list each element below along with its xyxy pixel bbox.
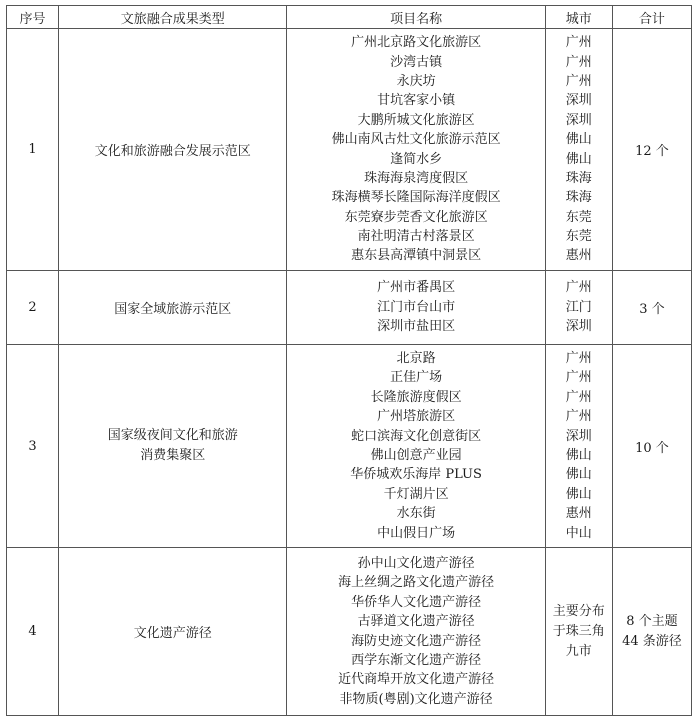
project-name: 江门市台山市 [377, 299, 456, 315]
row-seq: 2 [7, 271, 59, 345]
city-name: 广州 [565, 389, 592, 405]
header-seq: 序号 [7, 6, 59, 29]
project-name: 南社明清古村落景区 [357, 229, 475, 245]
total-line: 8 个主题 [626, 613, 678, 629]
row-cities [545, 548, 612, 716]
project-name: 千灯湖片区 [383, 486, 449, 502]
row-type: 文化遗产游径 [59, 548, 287, 716]
project-name: 广州北京路文化旅游区 [351, 35, 482, 51]
city-name: 佛山 [565, 448, 592, 463]
table-row [7, 548, 692, 716]
city-name: 珠海 [565, 170, 592, 186]
header-city: 城市 [545, 6, 612, 29]
row-total [612, 548, 691, 716]
row-total: 10 个 [612, 345, 691, 548]
city-name: 深圳 [565, 112, 592, 128]
city-line: 九市 [565, 643, 592, 659]
row-cities [545, 345, 612, 548]
city-line: 于珠三角 [552, 623, 605, 639]
project-name: 逢简水乡 [390, 151, 443, 167]
project-name: 永庆坊 [396, 73, 436, 89]
project-name: 深圳市盐田区 [377, 319, 456, 335]
project-name: 珠海横琴长隆国际海洋度假区 [331, 190, 501, 206]
project-name: 惠东县高潭镇中洞景区 [351, 248, 482, 264]
project-name: 长隆旅游度假区 [370, 389, 462, 405]
project-name: 孙中山文化遗产游径 [357, 555, 475, 571]
city-name: 惠州 [565, 248, 592, 264]
project-name: 海上丝绸之路文化遗产游径 [338, 575, 495, 591]
header-row [7, 6, 692, 29]
project-name: 沙湾古镇 [390, 54, 443, 70]
city-name: 广州 [565, 280, 592, 296]
project-name: 中山假日广场 [377, 525, 456, 541]
row-projects [287, 345, 545, 548]
project-name: 蛇口滨海文化创意街区 [351, 428, 482, 444]
project-name: 佛山南风古灶文化旅游示范区 [331, 132, 501, 148]
table-row [7, 345, 692, 548]
table-row [7, 271, 692, 345]
row-total: 12 个 [612, 29, 691, 271]
city-name: 中山 [565, 525, 592, 541]
row-total: 3 个 [612, 271, 691, 345]
header-type: 文旅融合成果类型 [59, 6, 287, 29]
project-name: 华侨华人文化遗产游径 [351, 594, 482, 610]
project-name: 珠海海泉湾度假区 [364, 170, 469, 186]
header-total: 合计 [612, 6, 691, 29]
row-projects [287, 29, 545, 271]
city-name: 深圳 [565, 319, 592, 335]
project-name: 广州塔旅游区 [377, 409, 456, 425]
city-name: 惠州 [565, 506, 592, 522]
row-cities [545, 29, 612, 271]
city-name: 广州 [565, 35, 592, 51]
city-name: 佛山 [565, 151, 592, 167]
city-line: 主要分布 [552, 603, 605, 619]
city-name: 东莞 [565, 229, 592, 245]
project-name: 大鹏所城文化旅游区 [357, 112, 475, 128]
project-name: 近代商埠开放文化遗产游径 [338, 672, 495, 688]
city-name: 江门 [565, 299, 592, 315]
city-name: 广州 [565, 409, 592, 425]
city-name: 佛山 [565, 132, 592, 148]
city-name: 广州 [565, 351, 592, 367]
project-name: 佛山创意产业园 [370, 448, 462, 463]
cultural-tourism-table [6, 5, 692, 716]
city-name: 佛山 [565, 467, 592, 483]
project-name: 非物质(粤剧)文化遗产游径 [339, 691, 493, 707]
city-name: 广州 [565, 54, 592, 70]
row-projects [287, 271, 545, 345]
city-name: 佛山 [565, 486, 592, 502]
city-name: 广州 [565, 370, 592, 386]
type-line: 消费集聚区 [140, 448, 206, 463]
table-row [7, 29, 692, 271]
row-seq: 1 [7, 29, 59, 271]
project-name: 水东街 [396, 506, 436, 522]
project-name: 东莞寮步莞香文化旅游区 [344, 209, 488, 225]
row-type: 国家全域旅游示范区 [59, 271, 287, 345]
city-name: 深圳 [565, 93, 592, 109]
header-project-name: 项目名称 [287, 6, 545, 29]
row-cities [545, 271, 612, 345]
type-line: 国家级夜间文化和旅游 [107, 428, 238, 443]
city-name: 东莞 [565, 209, 592, 225]
project-name: 甘坑客家小镇 [377, 93, 456, 109]
project-name: 西学东渐文化遗产游径 [351, 652, 482, 668]
city-name: 珠海 [565, 190, 592, 206]
row-seq: 3 [7, 345, 59, 548]
city-name: 广州 [565, 73, 592, 89]
row-seq: 4 [7, 548, 59, 716]
project-name: 华侨城欢乐海岸 PLUS [350, 467, 482, 483]
project-name: 广州市番禺区 [377, 280, 456, 296]
row-type [59, 345, 287, 548]
project-name: 古驿道文化遗产游径 [357, 614, 475, 630]
row-type: 文化和旅游融合发展示范区 [59, 29, 287, 271]
project-name: 正佳广场 [390, 370, 443, 386]
city-name: 深圳 [565, 428, 592, 444]
project-name: 海防史迹文化遗产游径 [351, 633, 482, 649]
row-projects [287, 548, 545, 716]
project-name: 北京路 [396, 351, 436, 367]
total-line: 44 条游径 [622, 633, 682, 649]
